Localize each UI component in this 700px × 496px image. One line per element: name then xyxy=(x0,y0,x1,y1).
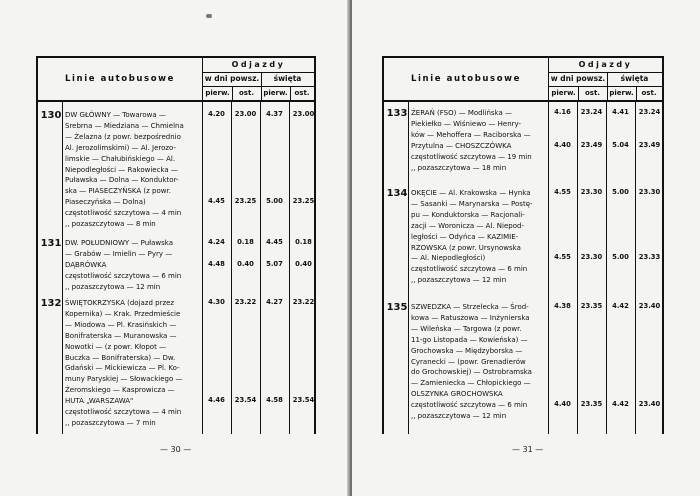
holiday-first-time: 5.00 xyxy=(612,188,629,196)
holiday-last-time: 23.25 xyxy=(292,197,315,206)
departures-header: Odjazdy xyxy=(203,58,314,73)
first-header: pierw. xyxy=(607,86,637,100)
holiday-first-time: 4.27 xyxy=(266,298,283,306)
weekday-last-time: 23.35 xyxy=(580,302,603,310)
weekday-last-time: 23.54 xyxy=(234,396,257,405)
route-line: Piaseczyńska — Dolna) xyxy=(65,198,146,207)
lines-header: Linie autobusowe xyxy=(411,74,521,84)
first-header: pierw. xyxy=(203,86,233,100)
route-line: ŚWIĘTOKRZYSKA (dojazd przez xyxy=(65,299,175,307)
route-number: 133 xyxy=(386,108,408,119)
holiday-last-time: 23.54 xyxy=(292,396,315,405)
holiday-last-time: 0.40 xyxy=(295,259,312,268)
weekday-last-time: 23.22 xyxy=(234,298,257,306)
holiday-first-time: 4.41 xyxy=(612,108,629,116)
first-header: pierw. xyxy=(261,86,291,100)
route-line: ,, pozaszczytowa — 12 min xyxy=(65,282,161,291)
last-header: ost. xyxy=(641,89,657,97)
route-line: częstotliwość szczytowa — 6 min xyxy=(65,271,182,280)
column-divider xyxy=(408,100,409,434)
weekdays-header: w dni powsz. xyxy=(549,72,608,87)
last-header: ost. xyxy=(578,86,608,100)
route-line: RZOWSKA (z powr. Ursynowska xyxy=(411,243,521,252)
column-divider xyxy=(548,100,549,434)
column-divider xyxy=(577,100,578,434)
weekday-first-time: 4.55 xyxy=(554,253,571,262)
column-divider xyxy=(635,100,636,434)
holiday-last-time: 23.49 xyxy=(638,140,661,149)
route-line: Niepodległości — Rakowiecka — xyxy=(65,165,178,174)
route-line: DĄBRÓWKA xyxy=(65,260,107,269)
route-description xyxy=(65,238,199,293)
route-line: Srebrna — Miedziana — Chmielna xyxy=(65,121,184,130)
route-line: pu — Konduktorska — Racjonali- xyxy=(411,210,525,219)
route-line: SZWEDZKA — Strzelecka — Środ- xyxy=(411,303,529,311)
route-line: ska — PIASECZYŃSKA (z powr. xyxy=(65,187,171,196)
holidays-header: święta xyxy=(607,72,662,87)
route-line: częstotliwość szczytowa — 19 min xyxy=(411,152,532,161)
holiday-first-time: 4.58 xyxy=(266,396,283,405)
route-line: — Zamieniecka — Chłopickiego — xyxy=(411,379,531,388)
weekday-last-time: 23.49 xyxy=(580,140,603,149)
route-line: DW. POŁUDNIOWY — Puławska xyxy=(65,239,174,247)
holidays-header: święta xyxy=(261,72,314,87)
route-line: — Miodowa — Pl. Krasińskich — xyxy=(65,320,177,329)
weekdays-header: w dni powsz. xyxy=(203,72,262,87)
route-line: ków — Mehoffera — Raciborska — xyxy=(411,130,531,139)
weekday-first-time: 4.40 xyxy=(554,400,571,409)
route-line: kowa — Ratuszowa — Inżynierska xyxy=(411,313,530,322)
weekday-first-time: 4.20 xyxy=(208,110,225,118)
holiday-last-time: 23.33 xyxy=(638,253,661,262)
holiday-first-time: 5.07 xyxy=(266,259,283,268)
route-description xyxy=(411,302,545,422)
first-header: pierw. xyxy=(549,86,579,100)
lines-header: Linie autobusowe xyxy=(65,74,175,84)
holiday-first-time: 4.37 xyxy=(266,110,283,118)
route-line: częstotliwość szczytowa — 6 min xyxy=(411,265,528,274)
route-description xyxy=(65,298,199,429)
route-line: Kopernika) — Krak. Przedmieście xyxy=(65,309,181,318)
departures-header: Odjazdy xyxy=(549,58,662,73)
route-line: Grochowska — Międzyborska — xyxy=(411,346,523,355)
route-number: 130 xyxy=(40,110,62,121)
route-description xyxy=(65,110,199,230)
table-header xyxy=(384,58,662,102)
route-line: Przytulna — CHOSZCZÓWKA xyxy=(411,141,512,150)
page-number: — 31 — xyxy=(512,445,544,454)
weekday-first-time: 4.48 xyxy=(208,259,225,268)
weekday-first-time: 4.16 xyxy=(554,108,571,116)
route-line: — Wileńska — Targowa (z powr. xyxy=(411,324,522,333)
last-header: ost. xyxy=(232,86,262,100)
weekday-last-time: 23.30 xyxy=(580,253,603,262)
holiday-last-time: 23.40 xyxy=(638,302,661,310)
weekday-first-time: 4.24 xyxy=(208,238,225,246)
route-description xyxy=(411,188,545,286)
route-line: Buczka — Bonifraterska) — Dw. xyxy=(65,353,176,362)
holiday-last-time: 23.30 xyxy=(638,188,661,196)
timetable-left xyxy=(36,56,316,434)
route-number: 131 xyxy=(40,238,62,249)
route-line: zacji — Woronicza — Al. Niepod- xyxy=(411,221,524,230)
route-line: ,, pozaszczytowa — 7 min xyxy=(65,418,156,427)
route-number: 134 xyxy=(386,188,408,199)
route-line: Żeromskiego — Kasprowicza — xyxy=(65,386,175,395)
route-line: do Grochowskiej) — Ostrobramska xyxy=(411,368,532,377)
departures-header-group xyxy=(202,58,314,100)
route-line: Gdański — Mickiewicza — Pl. Ko- xyxy=(65,364,180,373)
weekday-last-time: 23.24 xyxy=(580,108,603,116)
holiday-first-time: 5.00 xyxy=(612,253,629,262)
route-line: — Sasanki — Marynarska — Postę- xyxy=(411,199,533,208)
holiday-first-time: 4.42 xyxy=(612,302,629,310)
weekday-first-time: 4.55 xyxy=(554,188,571,196)
route-line: ległości — Odyńca — KAZIMIE- xyxy=(411,232,519,241)
route-line: — Al. Niepodległości) xyxy=(411,254,486,263)
route-line: — Grabów — Imielin — Pyry — xyxy=(65,249,173,258)
route-line: ŻERAŃ (FSO) — Modlińska — xyxy=(411,109,513,117)
route-line: Al. Jerozolimskimi) — Al. Jerozo- xyxy=(65,143,176,152)
route-line: częstotliwość szczytowa — 4 min xyxy=(65,408,182,417)
route-line: muny Paryskiej — Słowackiego — xyxy=(65,375,183,384)
holiday-last-time: 23.22 xyxy=(292,298,315,306)
weekday-first-time: 4.38 xyxy=(554,302,571,310)
right-page xyxy=(352,0,700,496)
holiday-last-time: 23.24 xyxy=(638,108,661,116)
holiday-last-time: 0.18 xyxy=(295,238,312,246)
route-line: ,, pozaszczytowa — 12 min xyxy=(411,412,507,421)
route-line: Piekiełko — Wiśniewo — Henry- xyxy=(411,119,522,128)
holiday-first-time: 4.42 xyxy=(612,400,629,409)
holiday-first-time: 4.45 xyxy=(266,238,283,246)
route-line: OLSZYNKA GROCHOWSKA xyxy=(411,390,503,399)
route-line: 11-go Listopada — Kowieńska) — xyxy=(411,335,528,344)
weekday-first-time: 4.40 xyxy=(554,140,571,149)
route-line: ,, pozaszczytowa — 12 min xyxy=(411,276,507,285)
weekday-first-time: 4.46 xyxy=(208,396,225,405)
table-header xyxy=(38,58,314,102)
holiday-last-time: 23.40 xyxy=(638,400,661,409)
weekday-last-time: 23.35 xyxy=(580,400,603,409)
page-number: — 30 — xyxy=(160,445,192,454)
route-number: 132 xyxy=(40,298,62,309)
weekday-first-time: 4.30 xyxy=(208,298,225,306)
weekday-last-time: 0.18 xyxy=(237,238,254,246)
holiday-last-time: 23.00 xyxy=(292,110,315,118)
route-line: Nowotki — (z powr. Kłopot — xyxy=(65,342,167,351)
route-line: OKĘCIE — Al. Krakowska — Hynka xyxy=(411,189,531,197)
column-divider xyxy=(62,100,63,434)
holiday-first-time: 5.04 xyxy=(612,140,629,149)
last-header: ost. xyxy=(294,89,310,97)
route-line: ,, pozaszczytowa — 18 min xyxy=(411,163,507,172)
route-description xyxy=(411,108,545,173)
route-line: Puławska — Dolna — Konduktor- xyxy=(65,176,179,185)
holiday-first-time: 5.00 xyxy=(266,197,283,206)
route-line: ,, pozaszczytowa — 8 min xyxy=(65,220,156,229)
weekday-first-time: 4.45 xyxy=(208,197,225,206)
weekday-last-time: 23.00 xyxy=(234,110,257,118)
timetable-right xyxy=(382,56,664,434)
route-line: częstotliwość szczytowa — 6 min xyxy=(411,401,528,410)
weekday-last-time: 23.25 xyxy=(234,197,257,206)
route-line: limskie — Chałubińskiego — Al. xyxy=(65,154,176,163)
column-divider xyxy=(606,100,607,434)
route-number: 135 xyxy=(386,302,408,313)
weekday-last-time: 23.30 xyxy=(580,188,603,196)
route-line: DW GŁÓWNY — Towarowa — xyxy=(65,111,166,119)
paper-speck xyxy=(206,14,212,18)
route-line: — Żelazna (z powr. bezpośrednio xyxy=(65,132,181,141)
route-line: częstotliwość szczytowa — 4 min xyxy=(65,209,182,218)
route-line: HUTA „WARSZAWA" xyxy=(65,397,134,406)
route-line: Cyranecki — (powr. Grenadierów xyxy=(411,357,526,366)
departures-header-group xyxy=(548,58,662,100)
route-line: Bonifraterska — Muranowska — xyxy=(65,331,177,340)
weekday-last-time: 0.40 xyxy=(237,259,254,268)
